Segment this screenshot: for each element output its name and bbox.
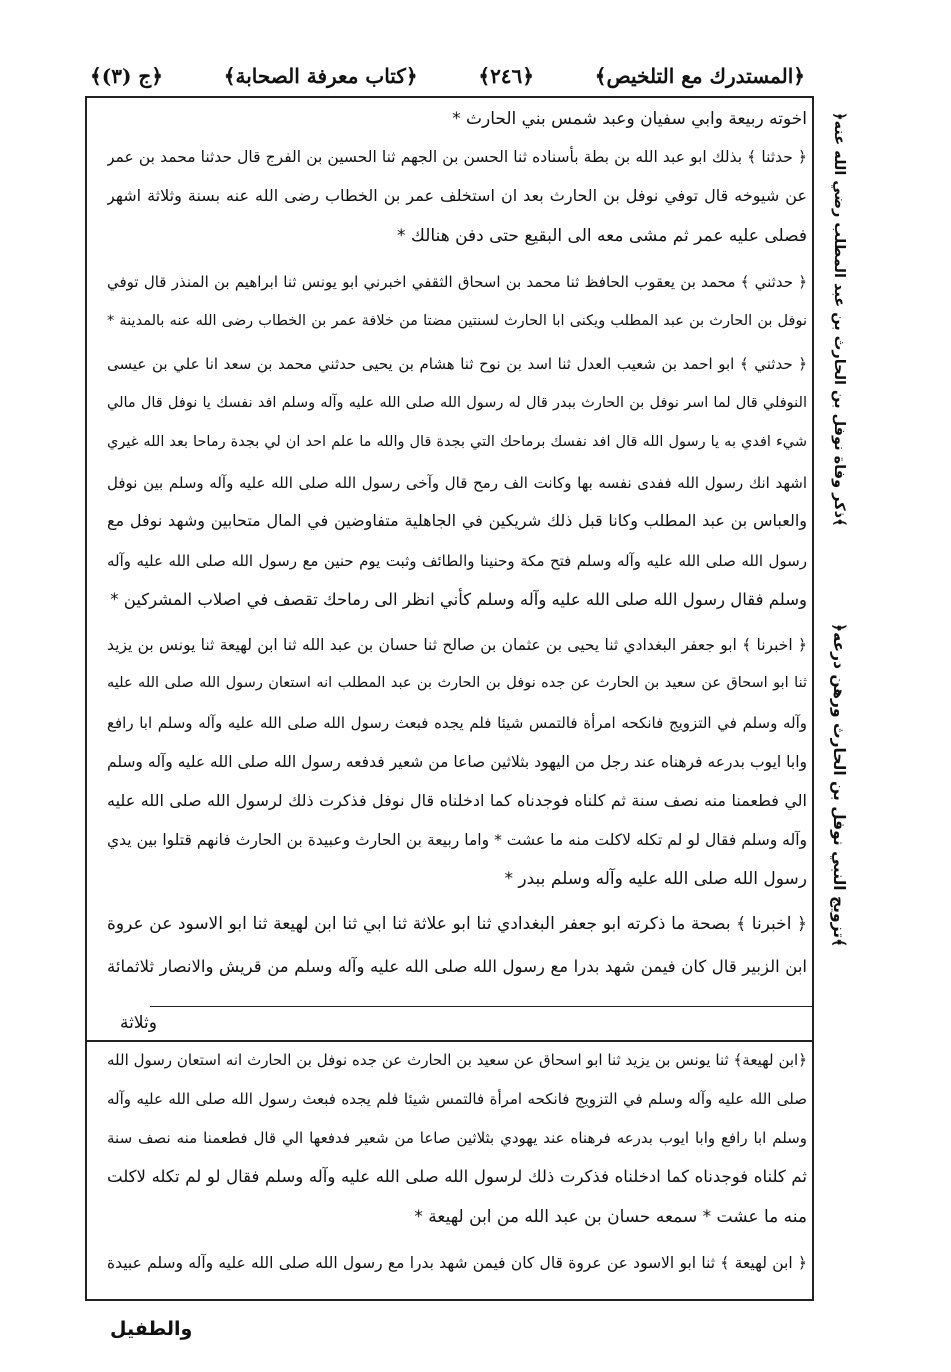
main-line: ﴿ حدثني ﴾ ابو احمد بن شعيب العدل ثنا اسد بن نوح ثنا هشام بن يحيى حدثني محمد بن سعد انا علي بن عيسى (107, 355, 807, 373)
main-line: رسول الله صلى الله عليه وآله وسلم ببدر * (504, 869, 807, 889)
summary-divider (85, 1040, 814, 1042)
summary-line: ﴿ ابن لهيعة ﴾ ثنا ابو الاسود عن عروة قال كان فيمن شهد بدرا مع رسول الله صلى الله عليه وآله وسلم عبيدة (107, 1254, 807, 1272)
main-line: ثنا ابو اسحاق عن سعيد بن الحارث عن جده نوفل بن الحارث بن عبد المطلب انه استعان رسول الله صلى الله عليه (107, 675, 807, 691)
summary-line: صلى الله عليه وآله وسلم في التزويج فانكحه امرأة فالتمس شيئا فلم يجده فبعث رسول الله صلى الله عليه وآله (107, 1090, 807, 1108)
margin-note-tazwij: ﴿تزويج النبي نوفل بن الحارث ورهن درعه﴾ (830, 622, 848, 948)
main-line: وآله وسلم فقال لو لم تكله لاكلت منه ما عشت * واما ربيعة بن الحارث وعبيدة بن الحارث فانهم قتلوا بين يدي (107, 831, 807, 849)
main-line: وآله وسلم في التزويج فانكحه امرأة فالتمس شيئا فلم يجده فبعث رسول الله صلى الله عليه وآله وسلم ابا رافع (107, 714, 807, 732)
main-line: النوفلي قال لما اسر نوفل بن الحارث ببدر قال له رسول الله صلى الله عليه وآله وسلم افد نفسك يا نوفل قال مالي (107, 395, 807, 411)
main-line: فصلى عليه عمر ثم مشى معه الى البقيع حتى دفن هنالك * (397, 226, 807, 246)
main-line: ﴿ اخبرنا ﴾ ابو جعفر البغدادي ثنا يحيى بن عثمان بن صالح ثنا حسان بن عبد الله ثنا ابن لهيعة ثنا يونس بن يزيد (107, 636, 807, 654)
main-line: ﴿ حدثني ﴾ محمد بن يعقوب الحافظ ثنا محمد بن اسحاق الثقفي اخبرني ابو يونس ثنا ابراهيم بن المنذر قال توفي (107, 273, 807, 291)
page-header (90, 58, 805, 94)
main-line: وابا ايوب بدرعه فرهناه عند رجل من اليهود بثلاثين صاعا من شعير فدفعه رسول الله صلى الله عليه وآله وسلم (107, 753, 807, 771)
main-line: ﴿ اخبرنا ﴾ بصحة ما ذكرته ابو جعفر البغدادي ثنا ابو علاثة ثنا ابي ثنا ابن لهيعة ثنا ابو الاسود عن عروة (107, 914, 807, 934)
summary-line: وسلم ابا رافع وابا ايوب بدرعه فرهناه عند يهودي بثلاثين صاعا من شعير فدفعها الي قال فطعمنا منه نصف سنة (107, 1129, 807, 1147)
summary-line: منه ما عشت * سمعه حسان بن عبد الله من ابن لهيعة * (414, 1207, 807, 1227)
main-line: رسول الله صلى الله عليه وآله وسلم فتح مكة وحنينا والطائف وثبت يوم حنين مع رسول الله صلى الله عليه وآله (107, 552, 807, 570)
main-line: اخوته ربيعة وابي سفيان وعبد شمس بني الحارث * (452, 109, 807, 129)
main-line: اشهد انك رسول الله ففدى نفسه بها وكانت الف رمح قال وآخى رسول الله صلى الله عليه وآله وسلم بين نوفل (107, 474, 807, 492)
section-title: ﴿كتاب معرفة الصحابة﴾ (223, 64, 418, 88)
main-line: نوفل بن الحارث بن عبد المطلب ويكنى ابا الحارث لسنتين مضتا من خلافة عمر بن الخطاب رضى الله عنه بالمدينة * (107, 313, 807, 329)
main-line: شيء افدي به يا رسول الله قال افد نفسك برماحك التي بجدة قال والله ما علم احد ان لي بجدة رماحا بعد الله غيري (107, 434, 807, 450)
margin-note-wafat: ﴿ذكر وفاة نوفل بن الحارث بن عبد المطلب رضي الله عنه﴾ (831, 112, 847, 527)
main-line: والعباس بن عبد المطلب وكانا قبل ذلك شريكين في الجاهلية متفاوضين في المال متحابين وشهد نوفل مع (107, 511, 807, 530)
summary-line: ثم كلناه فوجدناه كما ادخلناه فذكرت ذلك لرسول الله صلى الله عليه وآله وسلم فقال لو لم تكله لاكلت (107, 1167, 807, 1186)
main-line: الي فطعمنا منه نصف سنة ثم كلناه فوجدناه كما ادخلناه قال نوفل فذكرت ذلك لرسول الله صلى الله عليه (107, 791, 807, 810)
main-text-end-rule (150, 1006, 814, 1007)
main-line-tail: وثلاثة (120, 1013, 157, 1033)
summary-line: ﴿ابن لهيعة﴾ ثنا يونس بن يزيد ثنا ابو اسحاق عن سعيد بن الحارث عن جده نوفل بن الحارث انه استعان رسول الله (107, 1051, 807, 1069)
main-line: عن شيوخه قال توفي نوفل بن الحارث بعد ان استخلف عمر بن الخطاب رضى الله عنه بسنة وثلاثة اشهر (107, 186, 807, 205)
page-number: ﴿٢٤٦﴾ (478, 64, 535, 88)
volume-number: ﴿ج (٣)﴾ (90, 64, 163, 88)
catchword: والطفيل (110, 1318, 193, 1340)
book-title: ﴿المستدرك مع التلخيص﴾ (594, 64, 805, 88)
main-line: وسلم فقال رسول الله صلى الله عليه وآله وسلم كأني انظر الى رماحك تقصف في اصلاب المشركين * (110, 590, 807, 609)
main-line: ابن الزبير قال كان فيمن شهد بدرا مع رسول الله صلى الله عليه وآله وسلم من قريش والانصار ثلاثمائة (107, 957, 807, 976)
main-line: ﴿ حدثنا ﴾ بذلك ابو عبد الله بن بطة بأسناده ثنا الحسن بن الجهم ثنا الحسين بن الفرج قال حدثنا محمد بن عمر (107, 148, 807, 166)
